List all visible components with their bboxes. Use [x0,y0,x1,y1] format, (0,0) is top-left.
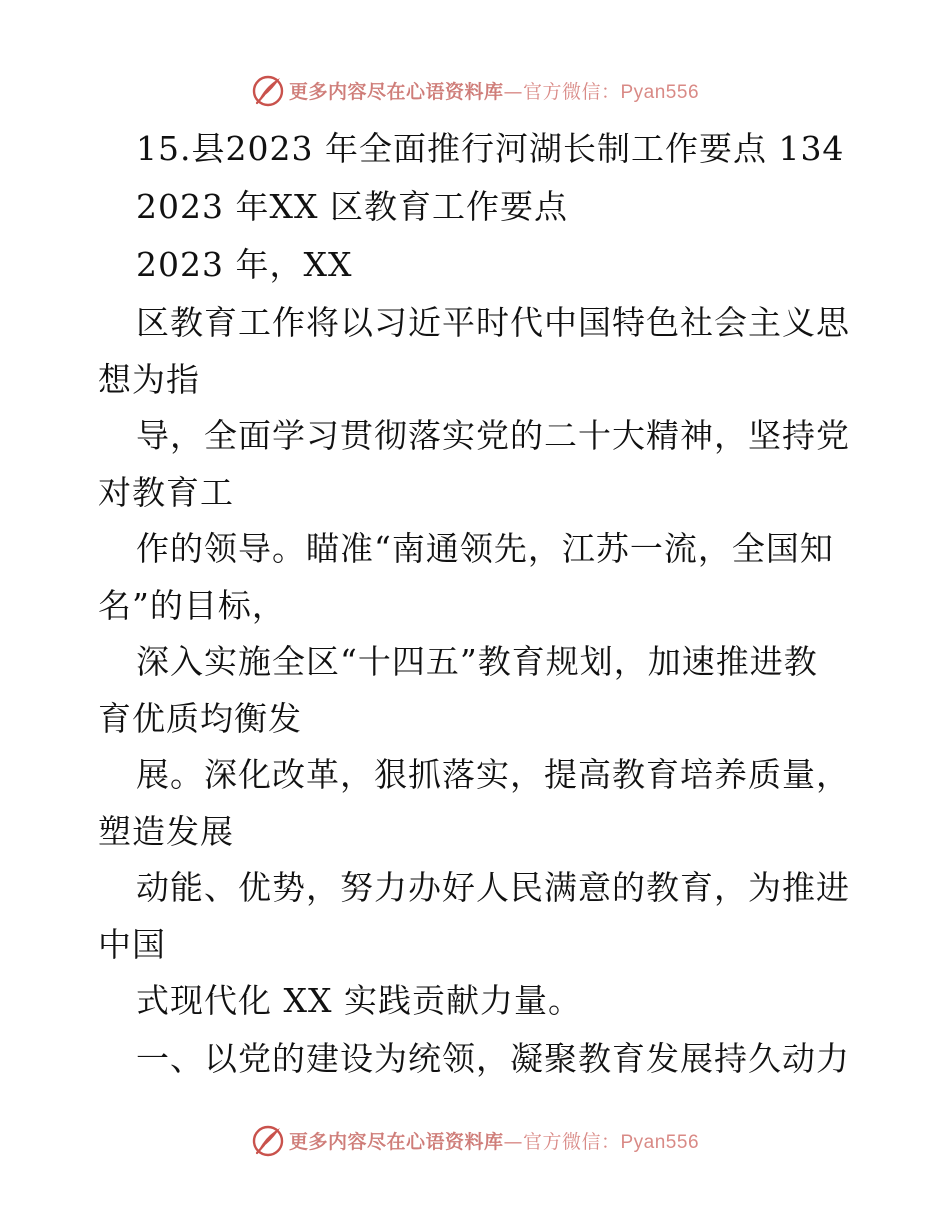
paragraph-line: 深入实施全区“十四五”教育规划，加速推进教 [136,642,818,681]
paragraph-line: 塑造发展 [98,812,234,851]
watermark-account-id: Pyan556 [620,81,700,103]
watermark-suffix: 官方微信： [522,1130,621,1153]
watermark-separator: — [503,80,523,103]
paragraph-line: 2023 年，XX [136,245,353,284]
watermark-account-id: Pyan556 [620,1131,700,1153]
paragraph-line: 作的领导。瞄准“南通领先，江苏一流，全国知 [136,529,834,568]
paragraph-line: 想为指 [98,360,200,399]
paragraph-line: 名”的目标， [98,586,286,625]
paragraph-line: 对教育工 [98,473,234,512]
paragraph-line: 区教育工作将以习近平时代中国特色社会主义思 [136,303,850,342]
paragraph-line: 中国 [98,925,166,964]
document-body [98,120,858,1088]
watermark-text [289,77,699,104]
watermark-separator: — [503,1130,523,1153]
paragraph-line: 动能、优势，努力办好人民满意的教育，为推进 [136,868,850,907]
watermark-brand: 更多内容尽在心语资料库 [288,1130,504,1153]
document-title: 2023 年XX 区教育工作要点 [136,187,568,226]
header-watermark [0,70,950,110]
footer-watermark [0,1120,950,1160]
paragraph-line: 导，全面学习贯彻落实党的二十大精神，坚持党 [136,416,850,455]
quill-logo-icon [251,1123,285,1157]
watermark-text [289,1127,699,1154]
quill-logo-icon [251,73,285,107]
paragraph-line: 育优质均衡发 [98,699,302,738]
paragraph-line: 式现代化 XX 实践贡献力量。 [136,981,582,1020]
watermark-brand: 更多内容尽在心语资料库 [288,80,504,103]
section-heading: 一、以党的建设为统领，凝聚教育发展持久动力 [136,1039,850,1078]
toc-entry-line: 15.县2023 年全面推行河湖长制工作要点 134 [136,129,845,168]
paragraph-line: 展。深化改革，狠抓落实，提高教育培养质量， [136,755,850,794]
watermark-suffix: 官方微信： [522,80,621,103]
